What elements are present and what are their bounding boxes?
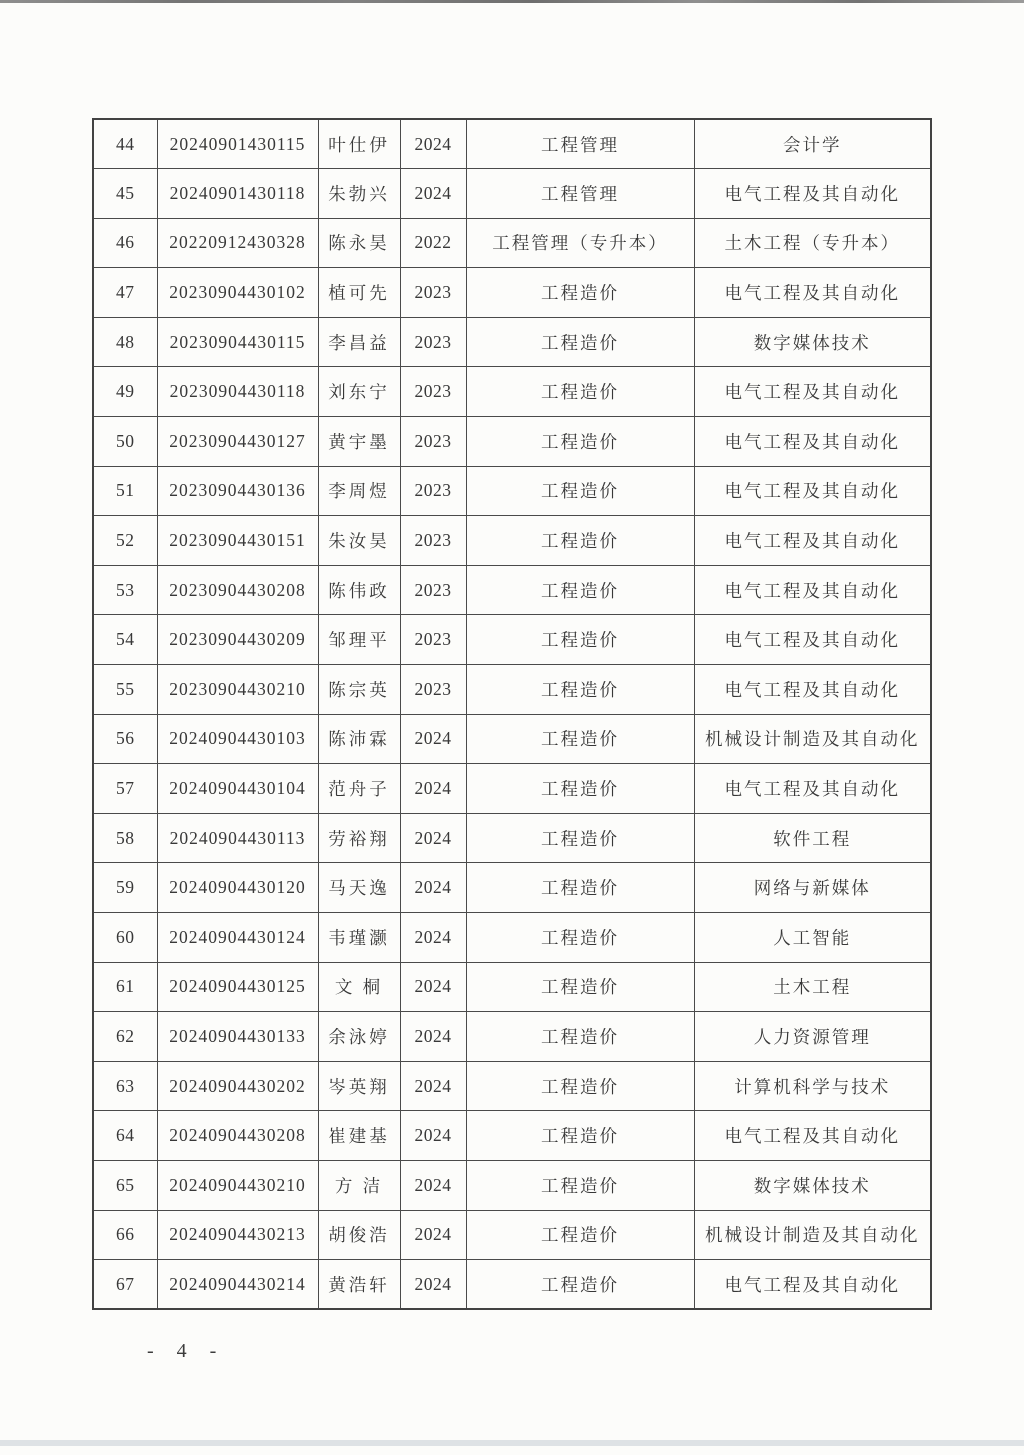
cell-current-major: 工程造价 [466,1210,694,1260]
cell-year: 2024 [400,962,466,1012]
cell-student-id: 20240904430210 [157,1160,318,1210]
cell-student-id: 20230904430127 [157,417,318,467]
table-row [93,1012,931,1062]
cell-target-major: 人工智能 [694,913,931,963]
cell-current-major: 工程造价 [466,1012,694,1062]
cell-row-number: 46 [93,218,157,268]
cell-year: 2023 [400,665,466,715]
cell-row-number: 57 [93,764,157,814]
cell-current-major: 工程造价 [466,317,694,367]
table-row [93,268,931,318]
table-row [93,367,931,417]
cell-year: 2024 [400,1160,466,1210]
cell-row-number: 47 [93,268,157,318]
cell-current-major: 工程造价 [466,813,694,863]
cell-year: 2024 [400,1260,466,1310]
cell-student-name: 朱汝昊 [318,516,400,566]
cell-student-name: 文 桐 [318,962,400,1012]
cell-student-id: 20230904430136 [157,466,318,516]
cell-student-id: 20230904430102 [157,268,318,318]
cell-target-major: 电气工程及其自动化 [694,516,931,566]
cell-student-name: 范舟子 [318,764,400,814]
table-row [93,317,931,367]
cell-current-major: 工程造价 [466,367,694,417]
table-row [93,1210,931,1260]
cell-year: 2023 [400,565,466,615]
cell-student-name: 韦瑾灏 [318,913,400,963]
table-row [93,615,931,665]
table-row [93,863,931,913]
major-transfer-table [92,118,932,1310]
cell-year: 2024 [400,169,466,219]
table-row [93,1160,931,1210]
table-row [93,665,931,715]
cell-target-major: 人力资源管理 [694,1012,931,1062]
cell-target-major: 土木工程 [694,962,931,1012]
cell-year: 2024 [400,863,466,913]
cell-row-number: 58 [93,813,157,863]
page-number: - 4 - [147,1340,226,1362]
cell-target-major: 网络与新媒体 [694,863,931,913]
cell-current-major: 工程造价 [466,615,694,665]
cell-student-id: 20240904430124 [157,913,318,963]
cell-year: 2022 [400,218,466,268]
cell-student-name: 岑英翔 [318,1061,400,1111]
cell-target-major: 电气工程及其自动化 [694,466,931,516]
cell-student-id: 20230904430208 [157,565,318,615]
cell-year: 2024 [400,813,466,863]
cell-row-number: 49 [93,367,157,417]
cell-target-major: 会计学 [694,119,931,169]
cell-student-id: 20240901430118 [157,169,318,219]
cell-row-number: 53 [93,565,157,615]
cell-year: 2023 [400,615,466,665]
cell-row-number: 63 [93,1061,157,1111]
cell-student-name: 植可先 [318,268,400,318]
cell-student-id: 20240904430125 [157,962,318,1012]
cell-target-major: 电气工程及其自动化 [694,1111,931,1161]
table-row [93,119,931,169]
cell-student-name: 李周煜 [318,466,400,516]
cell-row-number: 61 [93,962,157,1012]
cell-student-name: 陈伟政 [318,565,400,615]
table-body [93,119,931,1309]
cell-target-major: 电气工程及其自动化 [694,169,931,219]
cell-year: 2024 [400,913,466,963]
cell-target-major: 电气工程及其自动化 [694,565,931,615]
cell-year: 2024 [400,764,466,814]
table-row [93,714,931,764]
cell-year: 2024 [400,1210,466,1260]
cell-year: 2024 [400,1012,466,1062]
cell-target-major: 电气工程及其自动化 [694,1260,931,1310]
cell-target-major: 电气工程及其自动化 [694,764,931,814]
cell-target-major: 土木工程（专升本） [694,218,931,268]
cell-target-major: 电气工程及其自动化 [694,417,931,467]
cell-current-major: 工程造价 [466,1160,694,1210]
table-row [93,565,931,615]
cell-current-major: 工程造价 [466,665,694,715]
cell-year: 2023 [400,516,466,566]
scan-artifact-bottom-band [0,1440,1024,1446]
cell-row-number: 67 [93,1260,157,1310]
cell-row-number: 51 [93,466,157,516]
cell-student-name: 黄宇墨 [318,417,400,467]
cell-row-number: 45 [93,169,157,219]
table-row [93,1111,931,1161]
cell-current-major: 工程造价 [466,1260,694,1310]
cell-student-name: 陈宗英 [318,665,400,715]
cell-student-id: 20220912430328 [157,218,318,268]
cell-student-id: 20240904430213 [157,1210,318,1260]
cell-student-name: 陈沛霖 [318,714,400,764]
cell-year: 2023 [400,367,466,417]
cell-year: 2023 [400,317,466,367]
cell-current-major: 工程造价 [466,417,694,467]
cell-year: 2023 [400,466,466,516]
cell-student-id: 20240904430104 [157,764,318,814]
table-row [93,516,931,566]
cell-student-name: 马天逸 [318,863,400,913]
cell-student-id: 20240904430103 [157,714,318,764]
cell-current-major: 工程造价 [466,863,694,913]
cell-student-id: 20240901430115 [157,119,318,169]
cell-row-number: 66 [93,1210,157,1260]
cell-target-major: 电气工程及其自动化 [694,615,931,665]
cell-row-number: 48 [93,317,157,367]
table-row [93,1260,931,1310]
cell-student-name: 朱勃兴 [318,169,400,219]
cell-current-major: 工程管理 [466,119,694,169]
table-row [93,764,931,814]
cell-student-name: 方 洁 [318,1160,400,1210]
cell-current-major: 工程造价 [466,268,694,318]
cell-student-id: 20240904430214 [157,1260,318,1310]
cell-student-id: 20240904430208 [157,1111,318,1161]
cell-year: 2024 [400,119,466,169]
cell-student-name: 黄浩轩 [318,1260,400,1310]
cell-current-major: 工程造价 [466,962,694,1012]
cell-current-major: 工程造价 [466,764,694,814]
cell-row-number: 64 [93,1111,157,1161]
cell-row-number: 62 [93,1012,157,1062]
cell-current-major: 工程造价 [466,714,694,764]
cell-row-number: 59 [93,863,157,913]
cell-row-number: 52 [93,516,157,566]
cell-year: 2023 [400,417,466,467]
cell-student-id: 20240904430202 [157,1061,318,1111]
cell-student-id: 20230904430118 [157,367,318,417]
table-row [93,417,931,467]
table-row [93,813,931,863]
cell-row-number: 54 [93,615,157,665]
cell-student-name: 邹理平 [318,615,400,665]
cell-target-major: 数字媒体技术 [694,1160,931,1210]
cell-student-name: 李昌益 [318,317,400,367]
cell-student-name: 刘东宁 [318,367,400,417]
scan-artifact-top-line [0,0,1024,3]
cell-student-id: 20230904430115 [157,317,318,367]
cell-current-major: 工程管理（专升本） [466,218,694,268]
cell-target-major: 电气工程及其自动化 [694,367,931,417]
cell-student-name: 陈永昊 [318,218,400,268]
cell-target-major: 机械设计制造及其自动化 [694,714,931,764]
cell-year: 2024 [400,714,466,764]
cell-target-major: 计算机科学与技术 [694,1061,931,1111]
cell-year: 2024 [400,1061,466,1111]
cell-target-major: 机械设计制造及其自动化 [694,1210,931,1260]
table-row [93,1061,931,1111]
cell-target-major: 电气工程及其自动化 [694,268,931,318]
cell-student-name: 劳裕翔 [318,813,400,863]
cell-current-major: 工程造价 [466,466,694,516]
cell-target-major: 数字媒体技术 [694,317,931,367]
table-row [93,913,931,963]
cell-student-id: 20240904430120 [157,863,318,913]
cell-student-name: 胡俊浩 [318,1210,400,1260]
cell-current-major: 工程造价 [466,516,694,566]
cell-student-id: 20240904430133 [157,1012,318,1062]
table-row [93,218,931,268]
cell-student-name: 余泳婷 [318,1012,400,1062]
cell-student-name: 崔建基 [318,1111,400,1161]
cell-student-name: 叶仕伊 [318,119,400,169]
cell-row-number: 65 [93,1160,157,1210]
cell-current-major: 工程造价 [466,1111,694,1161]
cell-current-major: 工程造价 [466,565,694,615]
cell-row-number: 50 [93,417,157,467]
cell-target-major: 电气工程及其自动化 [694,665,931,715]
cell-student-id: 20230904430209 [157,615,318,665]
cell-row-number: 56 [93,714,157,764]
cell-row-number: 55 [93,665,157,715]
cell-student-id: 20230904430210 [157,665,318,715]
cell-student-id: 20240904430113 [157,813,318,863]
cell-student-id: 20230904430151 [157,516,318,566]
cell-current-major: 工程管理 [466,169,694,219]
table-row [93,962,931,1012]
cell-current-major: 工程造价 [466,913,694,963]
cell-row-number: 60 [93,913,157,963]
table-row [93,466,931,516]
cell-current-major: 工程造价 [466,1061,694,1111]
cell-row-number: 44 [93,119,157,169]
cell-target-major: 软件工程 [694,813,931,863]
cell-year: 2024 [400,1111,466,1161]
cell-year: 2023 [400,268,466,318]
table-row [93,169,931,219]
